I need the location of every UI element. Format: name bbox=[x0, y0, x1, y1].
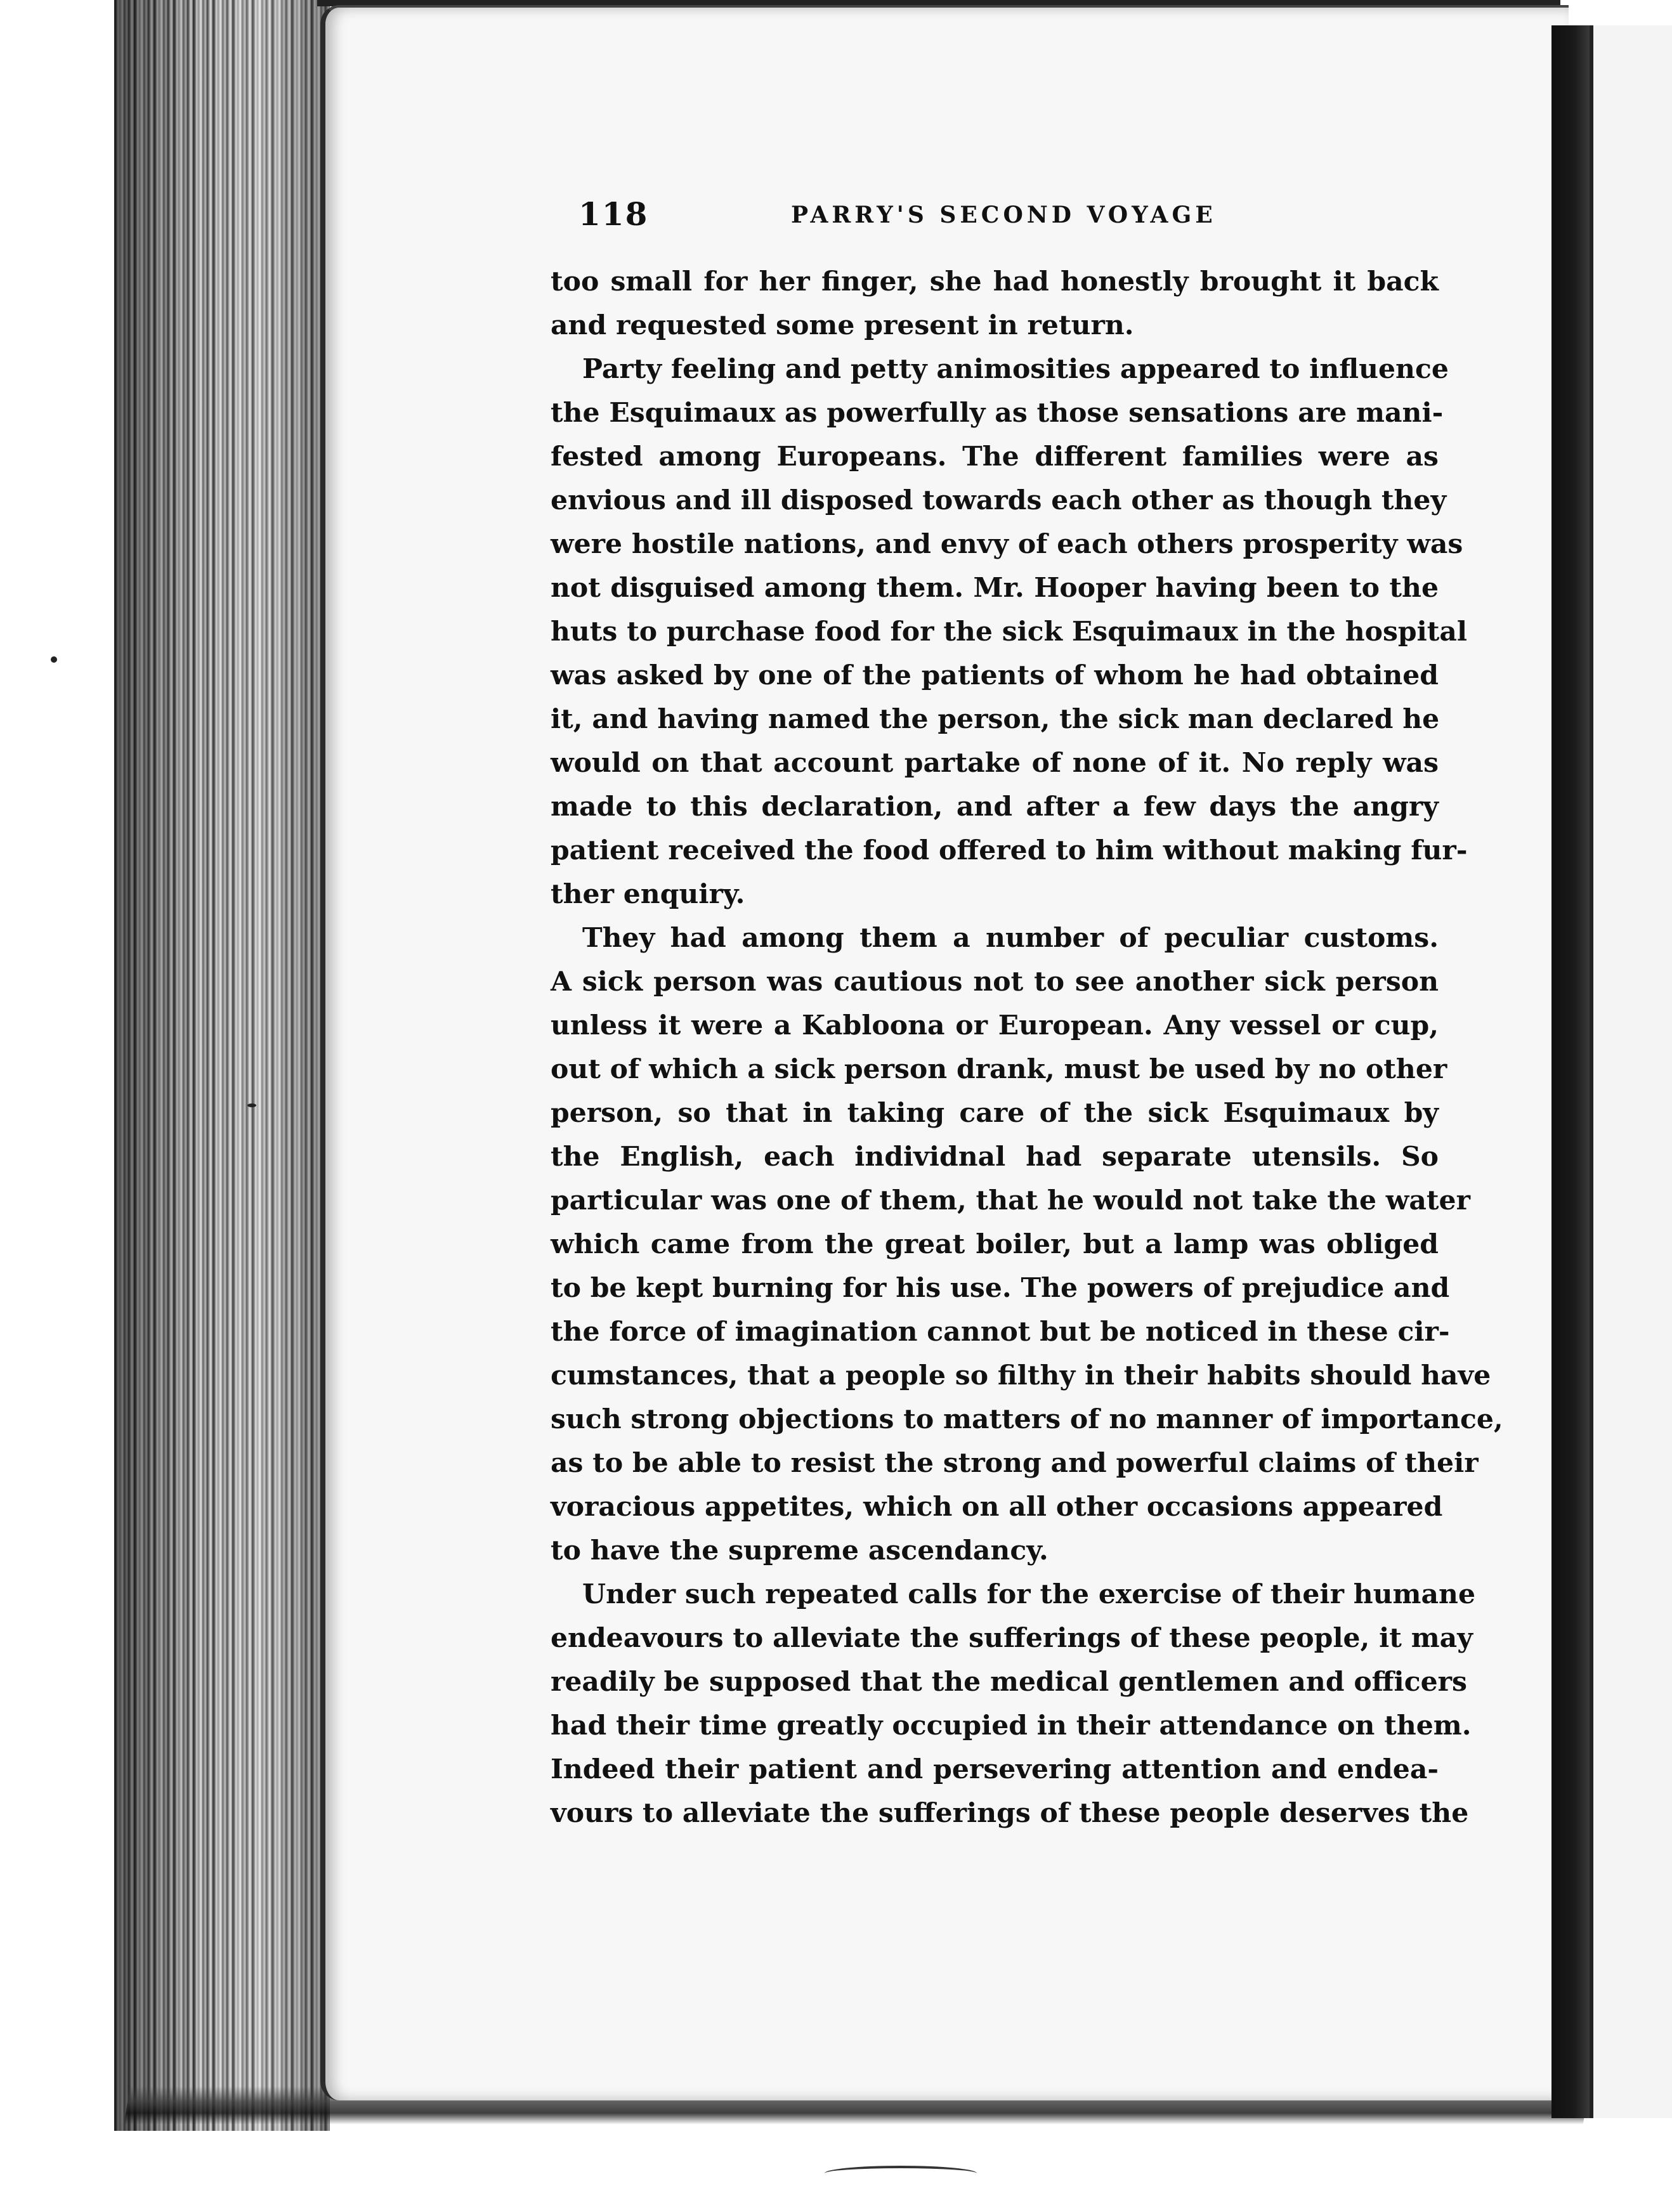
page-number: 118 bbox=[578, 195, 649, 233]
text-line: endeavours to alleviate the sufferings of these people, it may bbox=[551, 1622, 1473, 1654]
text-line: the English, each individnal had separate utensils. So bbox=[551, 1141, 1439, 1173]
text-line: huts to purchase food for the sick Esquimaux in the hospital bbox=[551, 616, 1468, 647]
text-line: readily be supposed that the medical gentlemen and officers bbox=[551, 1666, 1467, 1698]
facing-page-edge bbox=[1590, 25, 1672, 2118]
text-line: particular was one of them, that he would not take the water bbox=[551, 1185, 1470, 1216]
text-line: out of which a sick person drank, must be used by no other bbox=[551, 1053, 1447, 1085]
text-line: would on that account partake of none of it. No reply was bbox=[551, 747, 1439, 779]
text-line: They had among them a number of peculiar customs. bbox=[582, 922, 1439, 954]
text-line: made to this declaration, and after a few days the angry bbox=[551, 791, 1439, 823]
page-gutter-shadow bbox=[1551, 25, 1590, 2118]
scan-speck bbox=[247, 1103, 256, 1107]
text-line: was asked by one of the patients of whom he had obtained bbox=[551, 660, 1439, 691]
text-line: Party feeling and petty animosities appeared to influence bbox=[582, 353, 1449, 385]
text-line: voracious appetites, which on all other occasions appeared bbox=[551, 1491, 1443, 1523]
text-line: fested among Europeans. The different families were as bbox=[551, 441, 1439, 472]
text-line: the Esquimaux as powerfully as those sensations are mani- bbox=[551, 397, 1444, 429]
text-line: it, and having named the person, the sick man declared he bbox=[551, 703, 1440, 735]
text-line: and requested some present in return. bbox=[551, 309, 1134, 341]
text-line: unless it were a Kabloona or European. Any vessel or cup, bbox=[551, 1010, 1439, 1041]
text-line: patient received the food offered to him without making fur- bbox=[551, 835, 1468, 866]
text-line: Indeed their patient and persevering attention and endea- bbox=[551, 1753, 1439, 1785]
page-header bbox=[578, 195, 1225, 233]
text-line: too small for her finger, she had honestly brought it back bbox=[551, 266, 1439, 297]
scan-mark bbox=[825, 2166, 977, 2181]
text-line: had their time greatly occupied in their attendance on them. bbox=[551, 1710, 1472, 1741]
text-line: the force of imagination cannot but be noticed in these cir- bbox=[551, 1316, 1450, 1348]
text-line: to be kept burning for his use. The powers of prejudice and bbox=[551, 1272, 1450, 1304]
text-line: to have the supreme ascendancy. bbox=[551, 1535, 1048, 1566]
book-edge-shadow bbox=[114, 0, 330, 2131]
text-line: as to be able to resist the strong and powerful claims of their bbox=[551, 1447, 1479, 1479]
text-line: ther enquiry. bbox=[551, 878, 745, 910]
running-head: PARRY'S SECOND VOYAGE bbox=[791, 202, 1217, 228]
text-line: such strong objections to matters of no manner of importance, bbox=[551, 1403, 1503, 1435]
text-line: cumstances, that a people so filthy in their habits should have bbox=[551, 1360, 1491, 1391]
text-line: vours to alleviate the sufferings of these people deserves the bbox=[551, 1797, 1469, 1829]
text-line: A sick person was cautious not to see another sick person bbox=[551, 966, 1439, 998]
text-line: envious and ill disposed towards each other as though they bbox=[551, 485, 1447, 516]
text-line: not disguised among them. Mr. Hooper having been to the bbox=[551, 572, 1439, 604]
text-line: which came from the great boiler, but a lamp was obliged bbox=[551, 1228, 1439, 1260]
text-line: Under such repeated calls for the exercise of their humane bbox=[582, 1578, 1475, 1610]
text-line: were hostile nations, and envy of each others prosperity was bbox=[551, 528, 1463, 560]
text-line: person, so that in taking care of the sick Esquimaux by bbox=[551, 1097, 1439, 1129]
scan-speck bbox=[51, 656, 57, 663]
body-text bbox=[551, 260, 1503, 1835]
